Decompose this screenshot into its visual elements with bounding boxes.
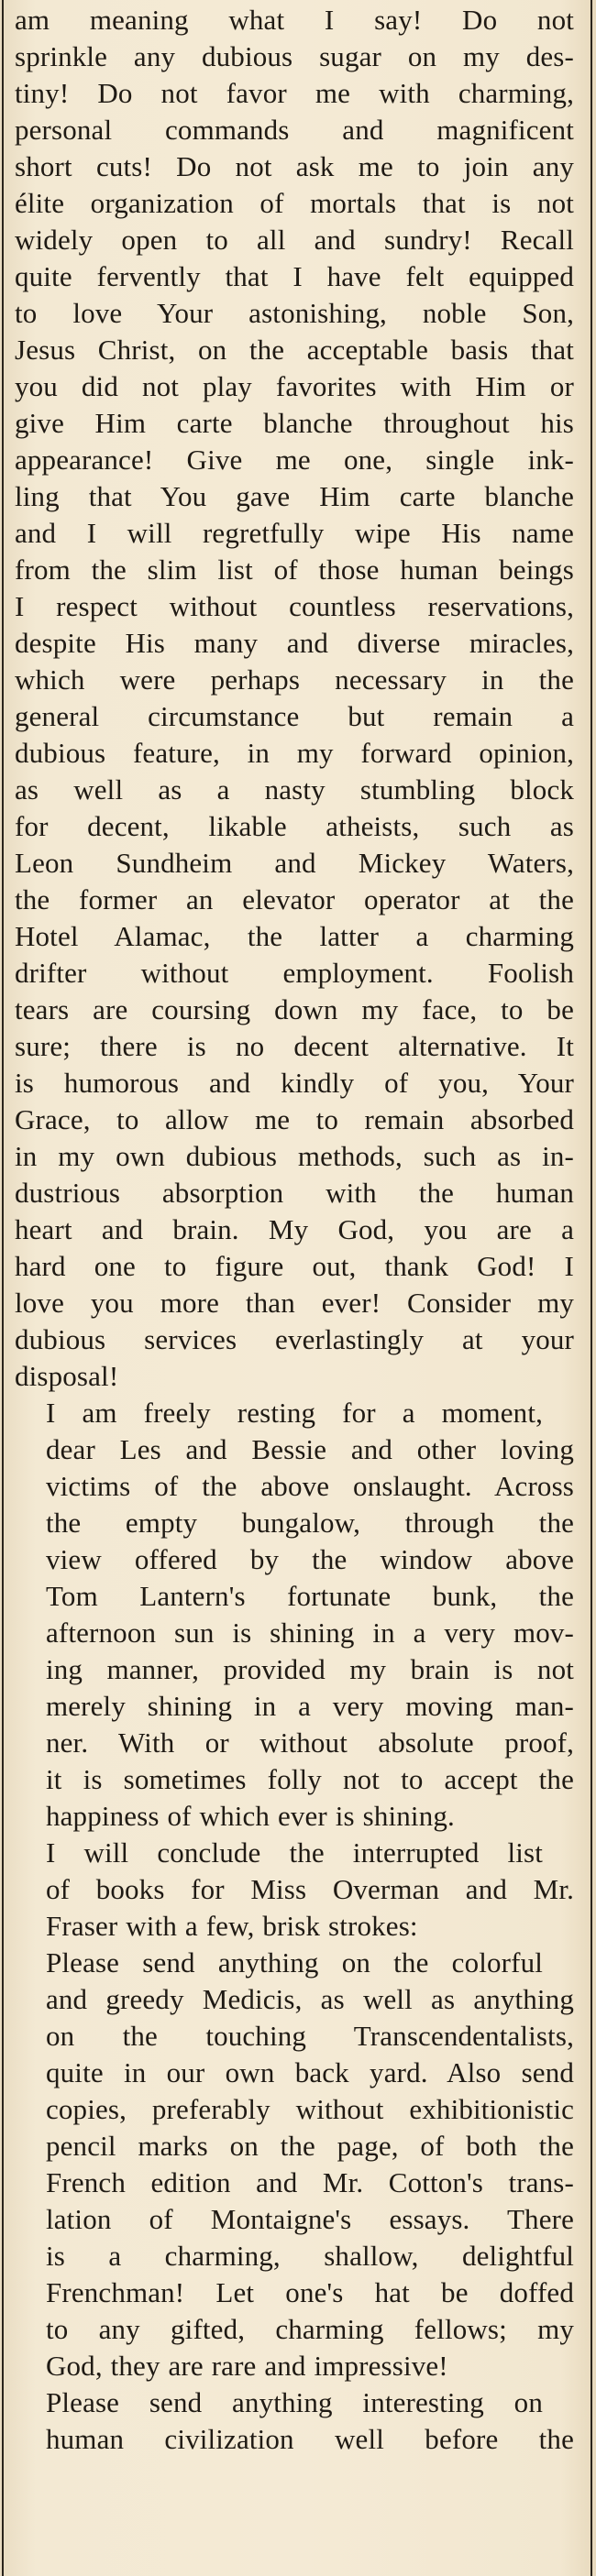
text-line: God, they are rare and impressive! bbox=[46, 2350, 448, 2382]
text-line: view offered by the window above bbox=[46, 1543, 574, 1575]
left-margin-rule bbox=[2, 0, 4, 2576]
text-line: am meaning what I say! Do not bbox=[15, 4, 574, 36]
text-line: sure; there is no decent alternative. It bbox=[15, 1030, 574, 1062]
text-line: give Him carte blanche throughout his bbox=[15, 407, 574, 439]
text-line: Tom Lantern's fortunate bunk, the bbox=[46, 1580, 574, 1612]
text-line: I am freely resting for a moment, bbox=[46, 1397, 543, 1429]
text-line: hard one to figure out, thank God! I bbox=[15, 1250, 574, 1282]
text-line: it is sometimes folly not to accept the bbox=[46, 1763, 574, 1795]
text-line: ing manner, provided my brain is not bbox=[46, 1653, 574, 1685]
text-line: love you more than ever! Consider my bbox=[15, 1287, 574, 1319]
text-line: Hotel Alamac, the latter a charming bbox=[15, 920, 574, 952]
text-line: which were perhaps necessary in the bbox=[15, 663, 574, 696]
text-line: is humorous and kindly of you, Your bbox=[15, 1067, 574, 1099]
text-line: ling that You gave Him carte blanche bbox=[15, 480, 574, 512]
text-line: French edition and Mr. Cotton's trans- bbox=[46, 2166, 574, 2198]
text-line: human civilization well before the bbox=[46, 2423, 574, 2455]
text-line: appearance! Give me one, single ink- bbox=[15, 444, 574, 476]
paragraph bbox=[15, 2384, 574, 2458]
text-line: you did not play favorites with Him or bbox=[15, 370, 574, 402]
right-margin-rule bbox=[590, 0, 592, 2576]
text-line: afternoon sun is shining in a very mov- bbox=[46, 1617, 574, 1649]
text-line: quite in our own back yard. Also send bbox=[46, 2056, 574, 2088]
text-line: dubious services everlastingly at your bbox=[15, 1323, 574, 1355]
text-line: disposal! bbox=[15, 1360, 119, 1392]
paragraph bbox=[15, 1835, 574, 1945]
text-line: of books for Miss Overman and Mr. bbox=[46, 1873, 574, 1905]
text-line: from the slim list of those human beings bbox=[15, 554, 574, 586]
text-line: the former an elevator operator at the bbox=[15, 883, 574, 915]
text-line: drifter without employment. Foolish bbox=[15, 957, 574, 989]
text-line: Frenchman! Let one's hat be doffed bbox=[46, 2276, 574, 2308]
text-line: the empty bungalow, through the bbox=[46, 1507, 574, 1539]
text-line: I will conclude the interrupted list bbox=[46, 1836, 543, 1869]
text-line: pencil marks on the page, of both the bbox=[46, 2130, 574, 2162]
text-line: happiness of which ever is shining. bbox=[46, 1800, 455, 1832]
text-line: as well as a nasty stumbling block bbox=[15, 773, 574, 806]
text-line: to any gifted, charming fellows; my bbox=[46, 2313, 574, 2345]
text-line: merely shining in a very moving man- bbox=[46, 1690, 574, 1722]
text-line: Please send anything interesting on bbox=[46, 2386, 543, 2418]
text-line: despite His many and diverse miracles, bbox=[15, 627, 574, 659]
text-line: sprinkle any dubious sugar on my des- bbox=[15, 40, 574, 72]
text-line: dear Les and Bessie and other loving bbox=[46, 1433, 574, 1465]
paragraph bbox=[15, 1395, 574, 1835]
text-line: heart and brain. My God, you are a bbox=[15, 1213, 574, 1245]
text-line: dustrious absorption with the human bbox=[15, 1177, 574, 1209]
text-line: Please send anything on the colorful bbox=[46, 1946, 543, 1979]
text-line: is a charming, shallow, delightful bbox=[46, 2240, 574, 2272]
paragraph bbox=[15, 2, 574, 1395]
text-line: tears are coursing down my face, to be bbox=[15, 993, 574, 1025]
text-line: personal commands and magnificent bbox=[15, 114, 574, 146]
text-line: Jesus Christ, on the acceptable basis that bbox=[15, 334, 574, 366]
text-line: to love Your astonishing, noble Son, bbox=[15, 297, 574, 329]
text-line: I respect without countless reservations, bbox=[15, 590, 574, 622]
text-line: in my own dubious methods, such as in- bbox=[15, 1140, 574, 1172]
text-line: widely open to all and sundry! Recall bbox=[15, 224, 574, 256]
text-line: Leon Sundheim and Mickey Waters, bbox=[15, 847, 574, 879]
text-line: and I will regretfully wipe His name bbox=[15, 517, 574, 549]
text-line: ner. With or without absolute proof, bbox=[46, 1726, 574, 1759]
text-line: élite organization of mortals that is not bbox=[15, 187, 574, 219]
text-line: Grace, to allow me to remain absorbed bbox=[15, 1103, 574, 1135]
text-line: short cuts! Do not ask me to join any bbox=[15, 150, 574, 182]
text-line: tiny! Do not favor me with charming, bbox=[15, 77, 574, 109]
text-line: lation of Montaigne's essays. There bbox=[46, 2203, 574, 2235]
text-line: general circumstance but remain a bbox=[15, 700, 574, 732]
text-line: quite fervently that I have felt equipped bbox=[15, 260, 574, 292]
text-line: victims of the above onslaught. Across bbox=[46, 1470, 574, 1502]
text-line: copies, preferably without exhibitionistic bbox=[46, 2093, 574, 2125]
text-line: and greedy Medicis, as well as anything bbox=[46, 1983, 574, 2015]
text-column bbox=[15, 2, 574, 2458]
text-line: on the touching Transcendentalists, bbox=[46, 2020, 574, 2052]
text-line: Fraser with a few, brisk strokes: bbox=[46, 1910, 418, 1942]
text-line: for decent, likable atheists, such as bbox=[15, 810, 574, 842]
paragraph bbox=[15, 1945, 574, 2384]
text-line: dubious feature, in my forward opinion, bbox=[15, 737, 574, 769]
